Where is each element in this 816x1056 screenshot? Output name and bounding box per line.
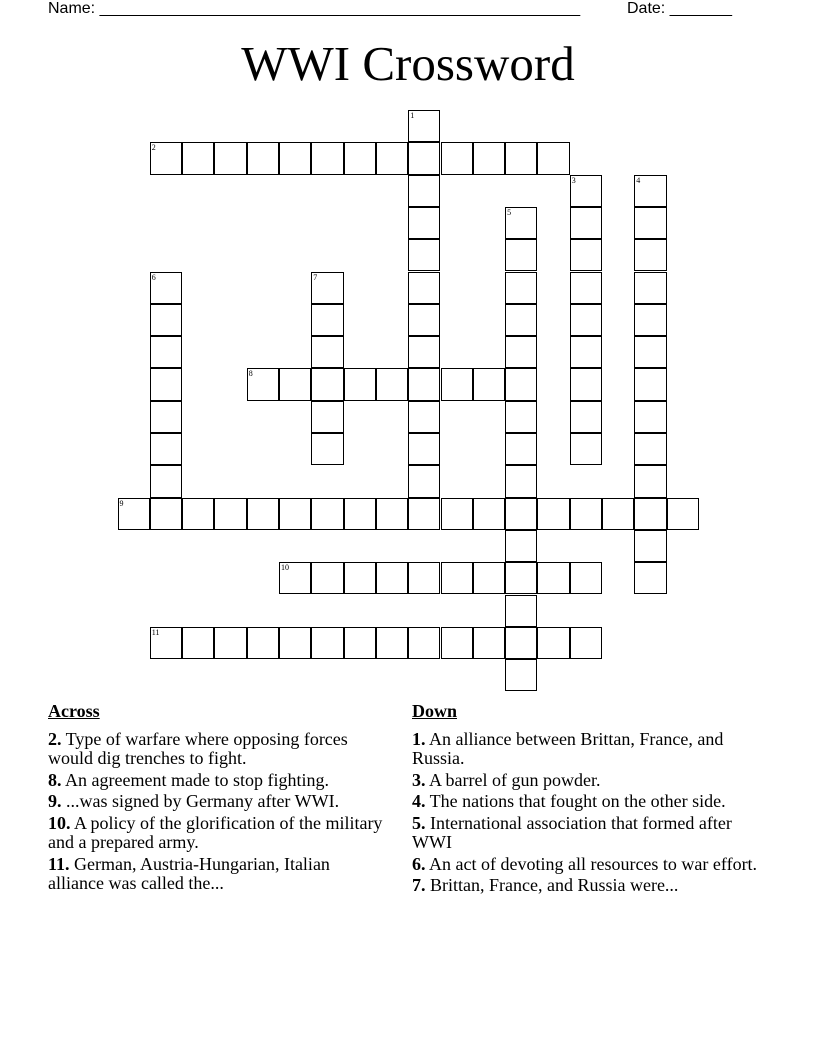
grid-cell[interactable] xyxy=(537,627,569,659)
clue-number-label: 7. xyxy=(412,875,426,895)
grid-cell[interactable] xyxy=(505,272,537,304)
grid-cell[interactable] xyxy=(570,304,602,336)
clue-text: German, Austria-Hungarian, Italian alliance was called the... xyxy=(48,853,330,893)
grid-cell[interactable] xyxy=(441,562,473,594)
grid-cell[interactable] xyxy=(505,465,537,497)
clue-number: 4 xyxy=(636,175,641,185)
clue-number: 3 xyxy=(571,175,576,185)
grid-cell[interactable] xyxy=(473,368,505,400)
grid-cell[interactable] xyxy=(505,498,537,530)
grid-cell[interactable] xyxy=(150,401,182,433)
grid-cell[interactable] xyxy=(505,595,537,627)
grid-cell[interactable] xyxy=(247,498,279,530)
grid-cell[interactable] xyxy=(118,498,150,530)
clue-number: 10 xyxy=(281,563,289,573)
grid-cell[interactable] xyxy=(505,239,537,271)
grid-cell[interactable] xyxy=(150,465,182,497)
grid-cell[interactable] xyxy=(279,142,311,174)
grid-cell[interactable] xyxy=(344,562,376,594)
grid-cell[interactable] xyxy=(408,239,440,271)
grid-cell[interactable] xyxy=(311,401,343,433)
grid-cell[interactable] xyxy=(182,498,214,530)
grid-cell[interactable] xyxy=(505,659,537,691)
clue-number: 6 xyxy=(151,272,156,282)
clue-text: An agreement made to stop fighting. xyxy=(61,769,329,790)
grid-cell[interactable] xyxy=(311,336,343,368)
grid-cell[interactable] xyxy=(311,272,343,304)
across-clue xyxy=(48,792,388,812)
grid-cell[interactable] xyxy=(473,562,505,594)
grid-cell[interactable] xyxy=(570,336,602,368)
grid-cell[interactable] xyxy=(376,498,408,530)
grid-cell[interactable] xyxy=(408,368,440,400)
clue-number-label: 2. xyxy=(48,728,62,749)
grid-cell[interactable] xyxy=(311,142,343,174)
grid-cell[interactable] xyxy=(182,142,214,174)
clue-number: 8 xyxy=(248,369,253,379)
clue-text: The nations that fought on the other side. xyxy=(425,791,726,811)
grid-cell[interactable] xyxy=(344,627,376,659)
clue-number: 11 xyxy=(151,627,160,637)
grid-cell[interactable] xyxy=(408,272,440,304)
grid-cell[interactable] xyxy=(408,562,440,594)
grid-cell[interactable] xyxy=(473,498,505,530)
grid-cell[interactable] xyxy=(408,336,440,368)
grid-cell[interactable] xyxy=(408,175,440,207)
down-clue-list xyxy=(412,730,762,896)
across-heading: Across xyxy=(48,701,100,721)
grid-cell[interactable] xyxy=(634,368,666,400)
across-clues xyxy=(48,702,388,896)
grid-cell[interactable] xyxy=(247,627,279,659)
grid-cell[interactable] xyxy=(505,530,537,562)
grid-cell[interactable] xyxy=(150,498,182,530)
across-clue xyxy=(48,814,388,853)
grid-cell[interactable] xyxy=(214,498,246,530)
grid-cell[interactable] xyxy=(408,304,440,336)
clue-text: An alliance between Brittan, France, and Russia. xyxy=(412,728,724,768)
grid-cell[interactable] xyxy=(634,562,666,594)
grid-cell[interactable] xyxy=(667,498,699,530)
grid-cell[interactable] xyxy=(441,142,473,174)
clue-text: International association that formed after WWI xyxy=(412,812,732,852)
grid-cell[interactable] xyxy=(505,142,537,174)
grid-cell[interactable] xyxy=(344,142,376,174)
grid-cell[interactable] xyxy=(441,498,473,530)
clue-number-label: 5. xyxy=(412,812,426,833)
grid-cell[interactable] xyxy=(634,239,666,271)
grid-cell[interactable] xyxy=(279,368,311,400)
grid-cell[interactable] xyxy=(279,562,311,594)
grid-cell[interactable] xyxy=(311,562,343,594)
grid-cell[interactable] xyxy=(408,498,440,530)
grid-cell[interactable] xyxy=(505,304,537,336)
grid-cell[interactable] xyxy=(570,627,602,659)
grid-cell[interactable] xyxy=(150,272,182,304)
grid-cell[interactable] xyxy=(505,433,537,465)
grid-cell[interactable] xyxy=(570,239,602,271)
clue-number: 7 xyxy=(313,272,318,282)
clue-number: 1 xyxy=(410,111,415,120)
across-clue xyxy=(48,730,388,769)
across-clue xyxy=(48,855,388,894)
grid-cell[interactable] xyxy=(311,304,343,336)
grid-cell[interactable] xyxy=(408,207,440,239)
grid-cell[interactable] xyxy=(247,368,279,400)
grid-cell[interactable] xyxy=(376,627,408,659)
clue-number-label: 9. xyxy=(48,791,62,811)
clue-number-label: 4. xyxy=(412,791,426,811)
down-clue xyxy=(412,814,762,853)
grid-cell[interactable] xyxy=(505,368,537,400)
grid-cell[interactable] xyxy=(150,433,182,465)
name-field[interactable]: Name: ______________________________________________________ xyxy=(48,0,581,17)
grid-cell[interactable] xyxy=(376,368,408,400)
clue-number-label: 1. xyxy=(412,728,426,749)
grid-cell[interactable] xyxy=(473,627,505,659)
grid-cell[interactable] xyxy=(634,272,666,304)
down-clue xyxy=(412,792,762,812)
down-clue xyxy=(412,771,762,791)
grid-cell[interactable] xyxy=(344,368,376,400)
clue-text: Type of warfare where opposing forces would dig trenches to fight. xyxy=(48,728,348,768)
grid-cell[interactable] xyxy=(150,336,182,368)
grid-cell[interactable] xyxy=(570,401,602,433)
grid-cell[interactable] xyxy=(441,368,473,400)
grid-cell[interactable] xyxy=(344,498,376,530)
grid-cell[interactable] xyxy=(408,142,440,174)
grid-cell[interactable] xyxy=(214,627,246,659)
down-clue xyxy=(412,730,762,769)
grid-cell[interactable] xyxy=(311,498,343,530)
grid-cell[interactable] xyxy=(537,498,569,530)
grid-cell[interactable] xyxy=(505,207,537,239)
down-clue xyxy=(412,855,762,875)
grid-cell[interactable] xyxy=(634,304,666,336)
grid-cell[interactable] xyxy=(279,498,311,530)
grid-cell[interactable] xyxy=(311,627,343,659)
clue-number-label: 3. xyxy=(412,769,426,790)
clue-number: 2 xyxy=(151,143,156,153)
grid-cell[interactable] xyxy=(602,498,634,530)
across-clue xyxy=(48,771,388,791)
grid-cell[interactable] xyxy=(441,627,473,659)
grid-cell[interactable] xyxy=(408,401,440,433)
page-title: WWI Crossword xyxy=(241,36,575,91)
across-clue-list xyxy=(48,730,388,894)
clue-number: 5 xyxy=(507,207,512,217)
grid-cell[interactable] xyxy=(150,368,182,400)
grid-cell[interactable] xyxy=(634,401,666,433)
grid-cell[interactable] xyxy=(634,336,666,368)
grid-cell[interactable] xyxy=(537,142,569,174)
grid-cell[interactable] xyxy=(150,304,182,336)
clue-text: A policy of the glorification of the military and a prepared army. xyxy=(48,812,383,852)
grid-cell[interactable] xyxy=(634,498,666,530)
clue-number-label: 8. xyxy=(48,769,62,790)
clue-text: A barrel of gun powder. xyxy=(425,769,601,790)
grid-cell[interactable] xyxy=(537,562,569,594)
grid-cell[interactable] xyxy=(311,368,343,400)
grid-cell[interactable] xyxy=(505,562,537,594)
grid-cell[interactable] xyxy=(634,207,666,239)
grid-cell[interactable] xyxy=(505,401,537,433)
down-clues xyxy=(412,702,762,898)
grid-cell[interactable] xyxy=(473,142,505,174)
grid-cell[interactable] xyxy=(505,627,537,659)
grid-cell[interactable] xyxy=(408,627,440,659)
grid-cell[interactable] xyxy=(408,433,440,465)
grid-cell[interactable] xyxy=(247,142,279,174)
clue-number: 9 xyxy=(119,498,124,508)
grid-cell[interactable] xyxy=(634,465,666,497)
grid-cell[interactable] xyxy=(634,175,666,207)
down-clue xyxy=(412,876,762,896)
grid-cell[interactable] xyxy=(570,562,602,594)
grid-cell[interactable] xyxy=(570,498,602,530)
clue-number-label: 11. xyxy=(48,853,70,874)
grid-cell[interactable] xyxy=(408,465,440,497)
grid-cell[interactable] xyxy=(570,272,602,304)
grid-cell[interactable] xyxy=(182,627,214,659)
grid-cell[interactable] xyxy=(376,142,408,174)
grid-cell[interactable] xyxy=(505,336,537,368)
clue-text: ...was signed by Germany after WWI. xyxy=(61,791,340,811)
grid-cell[interactable] xyxy=(570,207,602,239)
date-field[interactable]: Date: _______ xyxy=(627,0,732,17)
grid-cell[interactable] xyxy=(408,110,440,142)
clue-number-label: 6. xyxy=(412,853,426,874)
grid-cell[interactable] xyxy=(570,368,602,400)
down-heading: Down xyxy=(412,701,458,721)
grid-cell[interactable] xyxy=(570,175,602,207)
grid-cell[interactable] xyxy=(150,142,182,174)
grid-cell[interactable] xyxy=(570,433,602,465)
clue-number-label: 10. xyxy=(48,812,71,833)
clue-text: Brittan, France, and Russia were... xyxy=(425,875,679,895)
grid-cell[interactable] xyxy=(150,627,182,659)
grid-cell[interactable] xyxy=(311,433,343,465)
grid-cell[interactable] xyxy=(634,433,666,465)
grid-cell[interactable] xyxy=(279,627,311,659)
grid-cell[interactable] xyxy=(376,562,408,594)
grid-cell[interactable] xyxy=(634,530,666,562)
clue-text: An act of devoting all resources to war effort. xyxy=(425,853,758,874)
grid-cell[interactable] xyxy=(214,142,246,174)
